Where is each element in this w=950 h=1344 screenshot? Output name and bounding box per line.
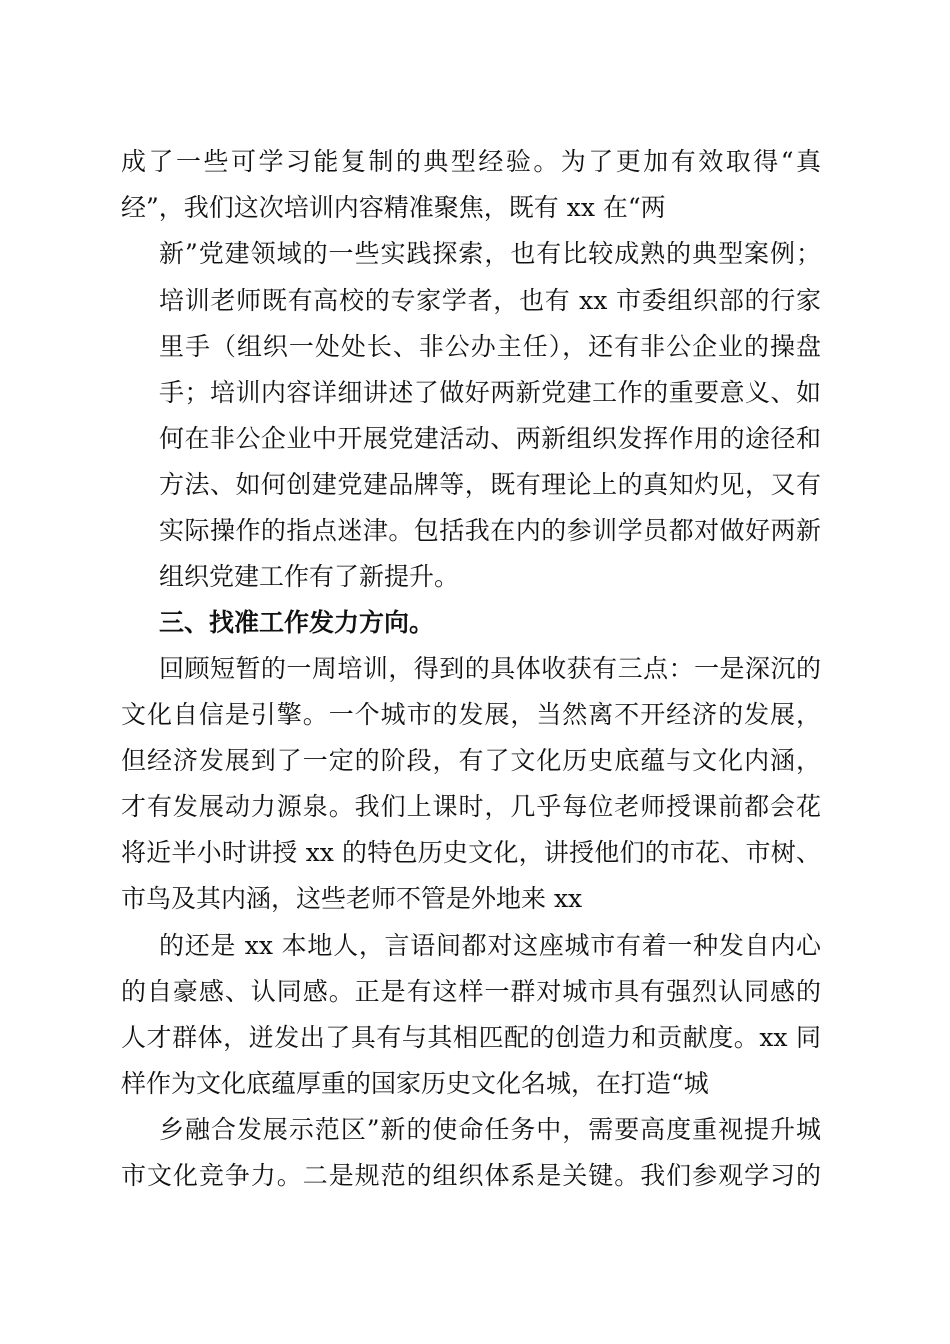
text-line: 的自豪感、认同感。正是有这样一群对城市具有强烈认同感的 — [121, 977, 821, 1006]
text-line: 文化自信是引擎。一个城市的发展，当然离不开经济的发展， — [121, 700, 821, 729]
text-line: 方法、如何创建党建品牌等，既有理论上的真知灼见，又有 — [159, 470, 821, 499]
text-line: 组织党建工作有了新提升。 — [159, 562, 460, 591]
text-line: 手；培训内容详细讲述了做好两新党建工作的重要意义、如 — [159, 378, 821, 407]
text-line: 新”党建领域的一些实践探索，也有比较成熟的典型案例； — [159, 239, 821, 268]
text-line: 乡融合发展示范区”新的使命任务中，需要高度重视提升城 — [159, 1115, 821, 1144]
text-line: 回顾短暂的一周培训，得到的具体收获有三点：一是深沉的 — [159, 654, 821, 683]
text-line: 培训老师既有高校的专家学者，也有 xx 市委组织部的行家 — [159, 286, 821, 315]
text-line: 经”，我们这次培训内容精准聚焦，既有 xx 在“两 — [121, 193, 666, 222]
text-line: 里手（组织一处处长、非公办主任），还有非公企业的操盘 — [159, 332, 821, 361]
text-line: 但经济发展到了一定的阶段，有了文化历史底蕴与文化内涵， — [121, 746, 821, 775]
text-line: 将近半小时讲授 xx 的特色历史文化，讲授他们的市花、市树、 — [121, 838, 821, 867]
text-line: 人才群体，迸发出了具有与其相匹配的创造力和贡献度。xx 同 — [121, 1023, 821, 1052]
text-line: 成了一些可学习能复制的典型经验。为了更加有效取得“真 — [121, 147, 821, 176]
text-line: 何在非公企业中开展党建活动、两新组织发挥作用的途径和 — [159, 424, 821, 453]
text-line: 市文化竞争力。二是规范的组织体系是关键。我们参观学习的 — [121, 1161, 821, 1190]
text-line: 样作为文化底蕴厚重的国家历史文化名城，在打造“城 — [121, 1069, 709, 1098]
text-line: 才有发展动力源泉。我们上课时，几乎每位老师授课前都会花 — [121, 792, 821, 821]
text-line: 实际操作的指点迷津。包括我在内的参训学员都对做好两新 — [159, 516, 821, 545]
section-heading: 三、找准工作发力方向。 — [159, 608, 435, 637]
text-line: 市鸟及其内涵，这些老师不管是外地来 xx — [121, 884, 583, 913]
text-line: 的还是 xx 本地人，言语间都对这座城市有着一种发自内心 — [159, 931, 821, 960]
